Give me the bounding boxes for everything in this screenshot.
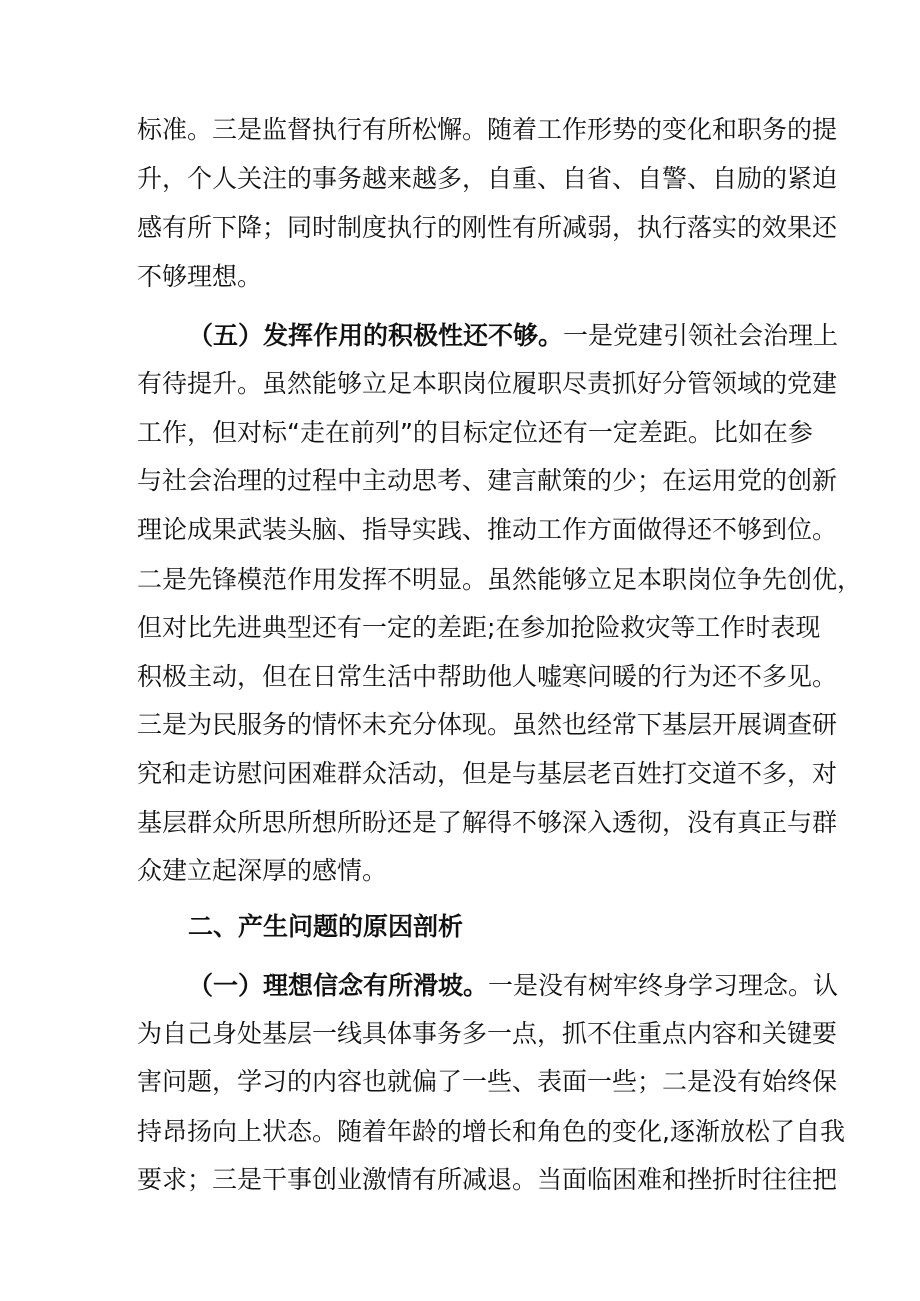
text-line: 工作，但对标“走在前列”的目标定位还有一定差距。比如在参 [137,418,813,447]
text-line: 积极主动，但在日常生活中帮助他人嘘寒问暖的行为还不多见。 [137,662,838,691]
text-line: 基层群众所思所想所盼还是了解得不够深入透彻，没有真正与群 [137,808,838,837]
text-line: 二是先锋模范作用发挥不明显。虽然能够立足本职岗位争先创优， [137,565,863,594]
text-line: 要求；三是干事创业激情有所减退。当面临困难和挫折时往往把 [137,1165,838,1194]
text-line: 有待提升。虽然能够立足本职岗位履职尽责抓好分管领域的党建 [137,369,838,398]
text-line: 不够理想。 [137,262,263,291]
paragraph-first-line [188,316,839,356]
text-line: 但对比先进典型还有一定的差距;在参加抢险救灾等工作时表现 [137,613,821,642]
paragraph-lead-text: 一是党建引领社会治理上 [563,321,839,350]
paragraph-lead-text: 一是没有树牢终身学习理念。认 [488,971,839,1000]
section-heading: 二、产生问题的原因剖析 [188,912,464,941]
text-line: 升，个人关注的事务越来越多，自重、自省、自警、自励的紧迫 [137,164,838,193]
text-line: 众建立起深厚的感情。 [137,856,388,885]
text-line: 究和走访慰问困难群众活动，但是与基层老百姓打交道不多，对 [137,759,838,788]
text-line: 与社会治理的过程中主动思考、建言献策的少；在运用党的创新 [137,466,838,495]
text-line: 感有所下降；同时制度执行的刚性有所减弱，执行落实的效果还 [137,213,838,242]
text-line: 标准。三是监督执行有所松懈。随着工作形势的变化和职务的提 [137,115,838,144]
paragraph-lead-heading: （五）发挥作用的积极性还不够。 [188,321,564,350]
text-line: 理论成果武装头脑、指导实践、推动工作方面做得还不够到位。 [137,515,838,544]
paragraph-lead-heading: （一）理想信念有所滑坡。 [188,971,489,1000]
text-line: 害问题，学习的内容也就偏了一些、表面一些；二是没有始终保 [137,1067,838,1096]
paragraph-first-line [188,966,839,1006]
text-line: 三是为民服务的情怀未充分体现。虽然也经常下基层开展调查研 [137,710,838,739]
text-line: 为自己身处基层一线具体事务多一点，抓不住重点内容和关键要 [137,1019,838,1048]
text-line: 持昂扬向上状态。随着年龄的增长和角色的变化,逐渐放松了自我 [137,1117,845,1146]
